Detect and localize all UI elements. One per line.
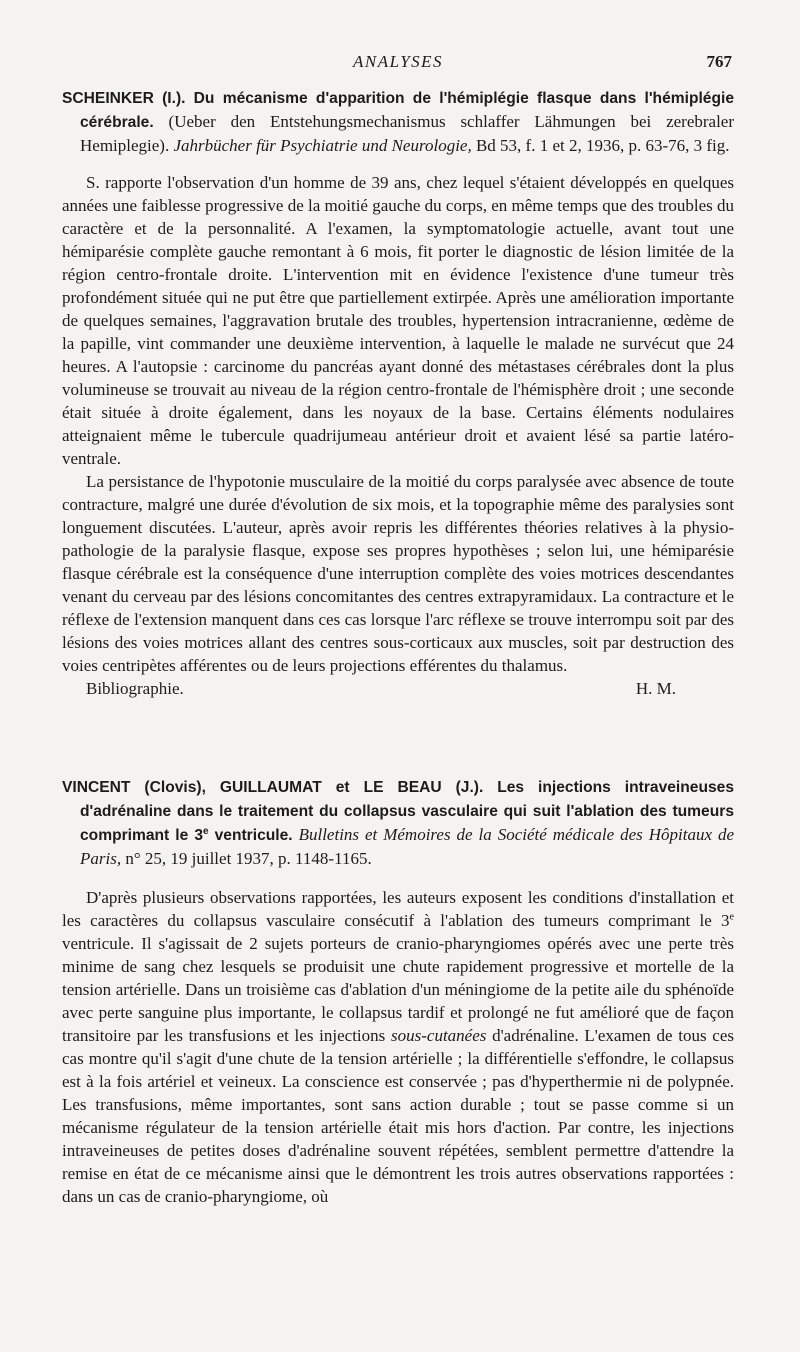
reference-authors: VINCENT (Clovis), GUILLAUMAT et LE BEAU (J.). <box>62 779 484 796</box>
reference-title: Les injections intraveineuses d'adrénaline dans le traitement du collapsus vasculaire qui suit l'ablation des tumeurs comprimant le 3e ventricule. <box>80 779 735 844</box>
running-header <box>64 52 732 74</box>
reference-journal: Jahrbücher für Psychiatrie und Neurologie, <box>173 136 472 155</box>
bibliography-signature-row <box>62 677 734 700</box>
reference-journal: Bulletins et Mémoires de la Société médicale des Hôpitaux de Paris, <box>80 825 734 868</box>
reviewer-signature: H. M. <box>635 679 676 698</box>
review-vincent <box>62 775 734 1208</box>
page-number: 767 <box>706 52 732 71</box>
reference-title: Du mécanisme d'apparition de l'hémiplégie flasque dans l'hémiplégie cérébrale. <box>80 90 734 131</box>
reference-header <box>62 775 734 870</box>
reference-header <box>62 86 734 157</box>
review-paragraph: D'après plusieurs observations rapportées, les auteurs exposent les conditions d'installation et les caractères du collapsus vasculaire consécutif à l'ablation des tumeurs comprimant le 3e ventricule. Il s'agissait de 2 sujets porteurs de cranio-pharyngiomes opérés avec une perte très minime de sang chez lesquels se produisit une chute rapidement progressive et mortelle de la tension artérielle. Dans un troisième cas d'ablation d'un méningiome de la petite aile du sphénoïde avec perte sanguine plus importante, le collapsus tardif et prolongé ne fut amélioré que de façon transitoire par les transfusions et les injections sous-cutanées d'adrénaline. L'examen de tous ces cas montre qu'il s'agit d'une chute de la tension artérielle ; la différentielle s'effondre, le collapsus est à la fois artériel et veineux. La conscience est conservée ; pas d'hyperthermie ni de polypnée. Les transfusions, même importantes, sont sans action durable ; tout se passe comme si un mécanisme régulateur de la tension artérielle était mis hors d'action. Par contre, les injections intraveineuses de petites doses d'adrénaline souvent répétées, semblent permettre d'attendre la remise en état de ce mécanisme ainsi que le démontrent les trois autres observations rapportées : dans un cas de cranio-pharyngiome, où <box>62 888 734 1206</box>
reference-original-title: (Ueber den Entstehungsmechanismus schlaffer Lähmungen bei zerebraler Hemiplegie). <box>80 112 735 155</box>
review-paragraph: La persistance de l'hypotonie musculaire de la moitié du corps paralysée avec absence de toute contracture, malgré une durée d'évolution de six mois, et la topographie même des paralysies sont longuement discutées. L'auteur, après avoir repris les différentes théories relatives à la physio-pathologie de la paralysie flasque, expose ses propres hypothèses ; selon lui, une hémiparésie flasque cérébrale est la conséquence d'une interruption complète des voies motrices descendantes venant du cerveau par des lésions concomitantes des centres extrapyramidaux. La contracture et le réflexe de l'extension manquent dans ces cas lorsque l'arc réflexe se trouve interrompu soit par des lésions des voies motrices allant des centres sous-corticaux aux muscles, soit par destruction des voies centripètes afférentes ou de leurs projections efférentes du thalamus. <box>62 472 734 675</box>
review-scheinker <box>62 86 734 700</box>
reference-volume: n° 25, 19 juillet 1937, p. 1148-1165. <box>125 849 372 868</box>
running-title: ANALYSES <box>352 52 444 71</box>
reference-volume: Bd 53, f. 1 et 2, 1936, p. 63-76, 3 fig. <box>475 136 730 155</box>
bibliography-label: Bibliographie. <box>86 679 184 698</box>
reference-authors: SCHEINKER (I.). <box>62 90 186 107</box>
review-paragraph: S. rapporte l'observation d'un homme de 39 ans, chez lequel s'étaient développés en quelques années une faiblesse progressive de la moitié gauche du corps, en même temps que des troubles du caractère et de la personnalité. A l'examen, la symptomatologie actuelle, avant tout une hémiparésie complète gauche remontant à 6 mois, fit porter le diagnostic de lésion limitée de la région centro-frontale droite. L'intervention mit en évidence l'existence d'une tumeur très profondément située qui ne put être que partiellement extirpée. Après une amélioration importante de quelques semaines, l'aggravation brutale des troubles, hypertension intracranienne, œdème de la papille, vint commander une deuxième intervention, à laquelle le malade ne survécut que 24 heures. A l'autopsie : carcinome du pancréas ayant donné des métastases cérébrales dont la plus volumineuse se trouvait au niveau de la région centro-frontale de l'hémisphère droit ; une seconde était située à droite également, dans les noyaux de la base. Certains éléments nodulaires atteignaient même le tubercule quadrijumeau antérieur droit et avaient lésé sa partie latéro-ventrale. <box>62 173 734 468</box>
